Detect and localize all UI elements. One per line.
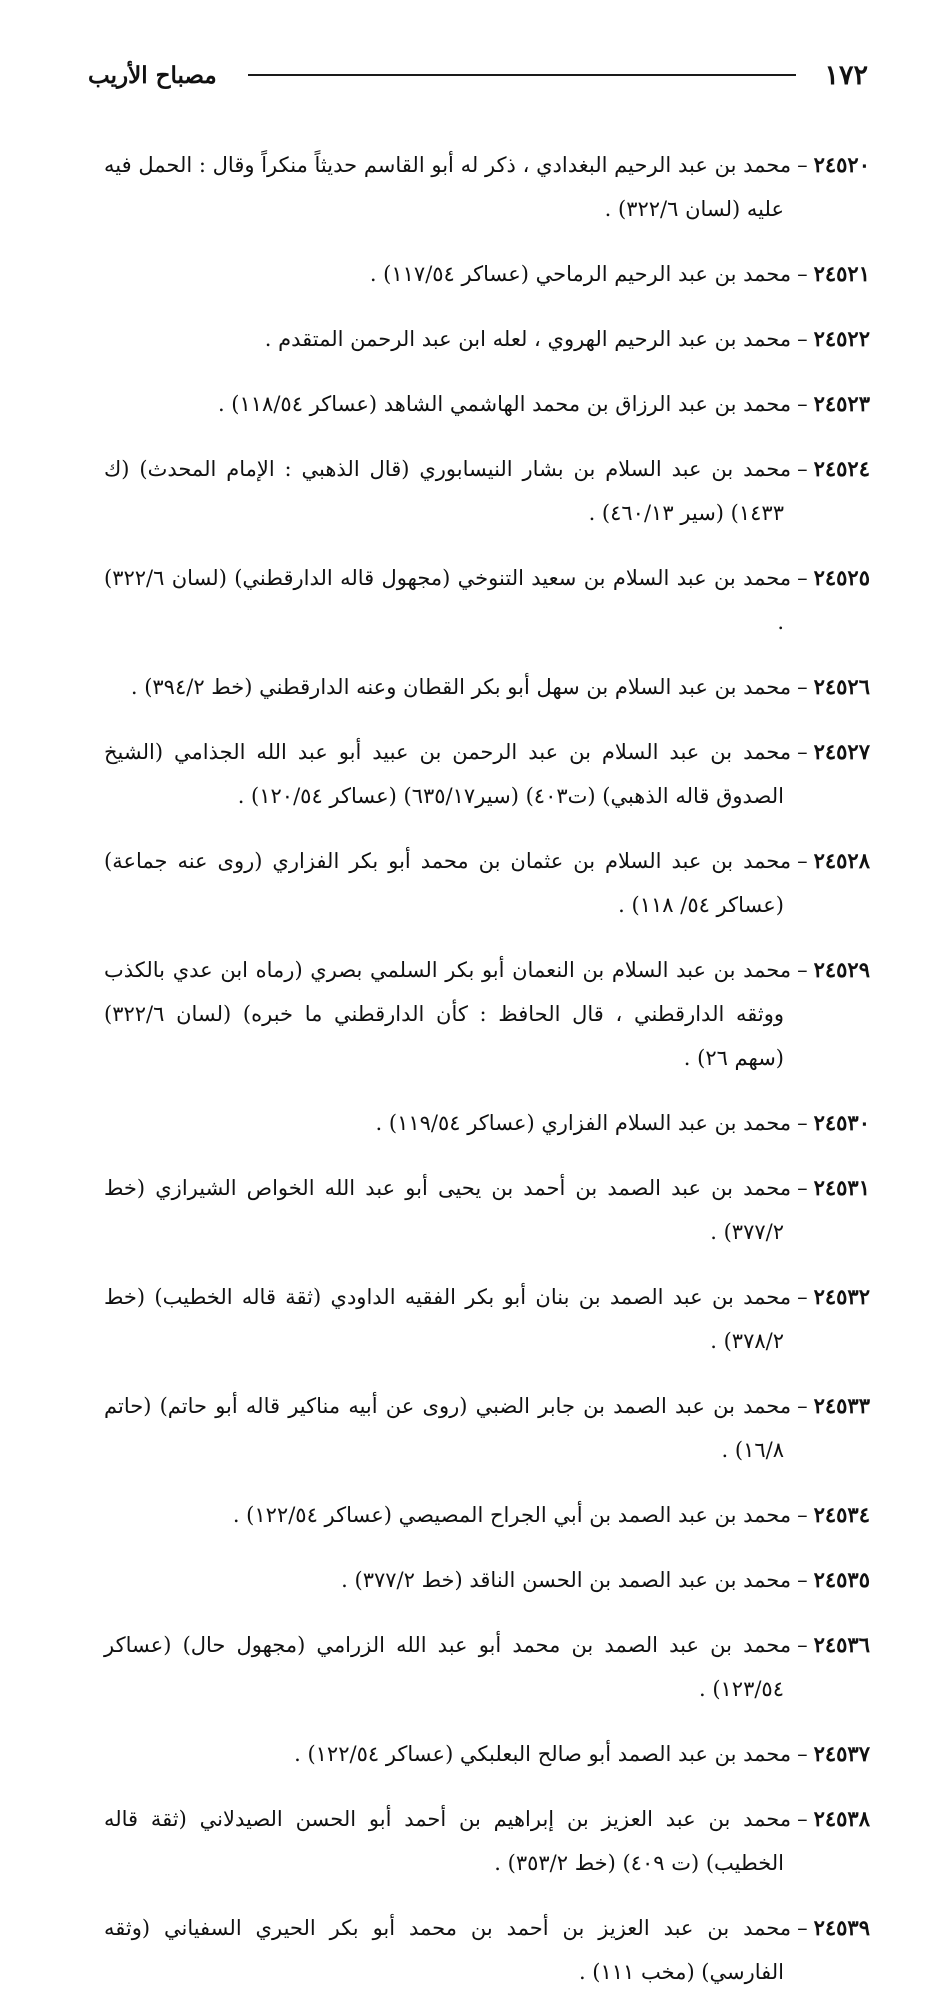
entry-text: محمد بن عبد السلام بن سعيد التنوخي (مجهول قاله الدارقطني) (لسان ٣٢٢/٦) . bbox=[104, 566, 792, 634]
page-number: ١٧٢ bbox=[824, 60, 868, 91]
entry-number: ٢٤٥٣٠ bbox=[813, 1110, 870, 1135]
entry-text: محمد بن عبد الرحيم الرماحي (عساكر ١١٧/٥٤) . bbox=[369, 262, 792, 286]
entry-text: محمد بن عبد العزيز بن أحمد بن محمد أبو بكر الحيري السفياني (وثقه الفارسي) (مخب ١١١) . bbox=[104, 1916, 792, 1984]
entry-number: ٢٤٥٢٩ bbox=[813, 957, 870, 982]
entry: ٢٤٥٢٨–محمد بن عبد السلام بن عثمان بن محمد أبو بكر الفزاري (روى عنه جماعة) (عساكر ٥٤/ ١١٨) . bbox=[104, 848, 870, 917]
entry: ٢٤٥٣٤–محمد بن عبد الصمد بن أبي الجراح المصيصي (عساكر ١٢٢/٥٤) . bbox=[232, 1502, 870, 1527]
entry-text: محمد بن عبد الصمد أبو صالح البعلبكي (عساكر ١٢٢/٥٤) . bbox=[294, 1742, 792, 1766]
entry-number: ٢٤٥٢٢ bbox=[813, 326, 870, 351]
entry: ٢٤٥٣١–محمد بن عبد الصمد بن أحمد بن يحيى أبو عبد الله الخواص الشيرازي (خط ٣٧٧/٢) . bbox=[104, 1175, 870, 1244]
entry-text: محمد بن عبد الصمد بن أبي الجراح المصيصي (عساكر ١٢٢/٥٤) . bbox=[232, 1503, 792, 1527]
entry-text: محمد بن عبد السلام الفزاري (عساكر ١١٩/٥٤) . bbox=[375, 1111, 792, 1135]
entry-number: ٢٤٥٢١ bbox=[813, 261, 870, 286]
entry: ٢٤٥٣٣–محمد بن عبد الصمد بن جابر الضبي (روى عن أبيه مناكير قاله أبو حاتم) (حاتم ١٦/٨) . bbox=[104, 1393, 870, 1462]
entry-text: محمد بن عبد الصمد بن محمد أبو عبد الله الزرامي (مجهول حال) (عساكر ١٢٣/٥٤) . bbox=[104, 1633, 792, 1701]
entry: ٢٤٥٣٨–محمد بن عبد العزيز بن إبراهيم بن أحمد أبو الحسن الصيدلاني (ثقة قاله الخطيب) (ت ٤٠٩) (خط ٣٥٣/٢) . bbox=[104, 1806, 870, 1875]
entry: ٢٤٥٢٢–محمد بن عبد الرحيم الهروي ، لعله ابن عبد الرحمن المتقدم . bbox=[264, 326, 870, 351]
entry-number: ٢٤٥٢٣ bbox=[813, 391, 870, 416]
entry-number: ٢٤٥٢٦ bbox=[813, 674, 870, 699]
entry-number: ٢٤٥٣٣ bbox=[813, 1393, 870, 1418]
entry: ٢٤٥٢٩–محمد بن عبد السلام بن النعمان أبو بكر السلمي بصري (رماه ابن عدي بالكذب ووثقه الدارقطني ، قال الحافظ : كأن الدارقطني ما خبره) (لسان ٣٢٢/٦) (سهم ٢٦) . bbox=[104, 957, 870, 1070]
entry: ٢٤٥٢٥–محمد بن عبد السلام بن سعيد التنوخي (مجهول قاله الدارقطني) (لسان ٣٢٢/٦) . bbox=[104, 565, 870, 634]
entry: ٢٤٥٢٦–محمد بن عبد السلام بن سهل أبو بكر القطان وعنه الدارقطني (خط ٣٩٤/٢) . bbox=[130, 674, 870, 699]
entry: ٢٤٥٣٠–محمد بن عبد السلام الفزاري (عساكر ١١٩/٥٤) . bbox=[375, 1110, 870, 1135]
entry-text: محمد بن عبد العزيز بن إبراهيم بن أحمد أبو الحسن الصيدلاني (ثقة قاله الخطيب) (ت ٤٠٩) (خط ٣٥٣/٢) . bbox=[104, 1807, 792, 1875]
entry-text: محمد بن عبد السلام بن بشار النيسابوري (قال الذهبي : الإمام المحدث) (ك ١٤٣٣) (سير ٤٦٠/١٣) . bbox=[104, 457, 792, 525]
entry: ٢٤٥٣٩–محمد بن عبد العزيز بن أحمد بن محمد أبو بكر الحيري السفياني (وثقه الفارسي) (مخب ١١١) . bbox=[104, 1915, 870, 1984]
entry: ٢٤٥٣٦–محمد بن عبد الصمد بن محمد أبو عبد الله الزرامي (مجهول حال) (عساكر ١٢٣/٥٤) . bbox=[104, 1632, 870, 1701]
entry: ٢٤٥٣٥–محمد بن عبد الصمد بن الحسن الناقد (خط ٣٧٧/٢) . bbox=[341, 1567, 870, 1592]
entry-text: محمد بن عبد الرحيم الهروي ، لعله ابن عبد الرحمن المتقدم . bbox=[264, 327, 792, 351]
book-title: مصباح الأريب bbox=[88, 62, 217, 89]
entry-text: محمد بن عبد الصمد بن الحسن الناقد (خط ٣٧٧/٢) . bbox=[341, 1568, 792, 1592]
entry-number: ٢٤٥٣٤ bbox=[813, 1502, 870, 1527]
entry-text: محمد بن عبد السلام بن عثمان بن محمد أبو بكر الفزاري (روى عنه جماعة) (عساكر ٥٤/ ١١٨) . bbox=[104, 849, 792, 917]
entry-number: ٢٤٥٢٥ bbox=[813, 565, 870, 590]
entry: ٢٤٥٢٠–محمد بن عبد الرحيم البغدادي ، ذكر له أبو القاسم حديثاً منكراً وقال : الحمل فيه عليه (لسان ٣٢٢/٦) . bbox=[104, 152, 870, 221]
entry-text: محمد بن عبد السلام بن عبد الرحمن بن عبيد أبو عبد الله الجذامي (الشيخ الصدوق قاله الذهبي) (ت٤٠٣) (سير٦٣٥/١٧) (عساكر ١٢٠/٥٤) . bbox=[104, 740, 792, 808]
entry: ٢٤٥٢٤–محمد بن عبد السلام بن بشار النيسابوري (قال الذهبي : الإمام المحدث) (ك ١٤٣٣) (سير ٤٦٠/١٣) . bbox=[104, 456, 870, 525]
entry-number: ٢٤٥٣٦ bbox=[813, 1632, 870, 1657]
entries-list bbox=[104, 122, 870, 1994]
page-header bbox=[88, 52, 868, 100]
entry-text: محمد بن عبد السلام بن النعمان أبو بكر السلمي بصري (رماه ابن عدي بالكذب ووثقه الدارقطني ، قال الحافظ : كأن الدارقطني ما خبره) (لسان ٣٢٢/٦) (سهم ٢٦) . bbox=[104, 958, 792, 1070]
entry-text: محمد بن عبد الصمد بن بنان أبو بكر الفقيه الداودي (ثقة قاله الخطيب) (خط ٣٧٨/٢) . bbox=[104, 1285, 792, 1353]
entry-text: محمد بن عبد الرزاق بن محمد الهاشمي الشاهد (عساكر ١١٨/٥٤) . bbox=[217, 392, 792, 416]
entry: ٢٤٥٣٢–محمد بن عبد الصمد بن بنان أبو بكر الفقيه الداودي (ثقة قاله الخطيب) (خط ٣٧٨/٢) . bbox=[104, 1284, 870, 1353]
entry-number: ٢٤٥٣٩ bbox=[813, 1915, 870, 1940]
entry: ٢٤٥٣٧–محمد بن عبد الصمد أبو صالح البعلبكي (عساكر ١٢٢/٥٤) . bbox=[294, 1741, 870, 1766]
entry: ٢٤٥٢٧–محمد بن عبد السلام بن عبد الرحمن بن عبيد أبو عبد الله الجذامي (الشيخ الصدوق قاله الذهبي) (ت٤٠٣) (سير٦٣٥/١٧) (عساكر ١٢٠/٥٤) . bbox=[104, 739, 870, 808]
entry-number: ٢٤٥٣١ bbox=[813, 1175, 870, 1200]
entry-number: ٢٤٥٢٠ bbox=[813, 152, 870, 177]
entry-text: محمد بن عبد الصمد بن جابر الضبي (روى عن أبيه مناكير قاله أبو حاتم) (حاتم ١٦/٨) . bbox=[104, 1394, 792, 1462]
header-rule bbox=[248, 74, 796, 76]
entry: ٢٤٥٢٣–محمد بن عبد الرزاق بن محمد الهاشمي الشاهد (عساكر ١١٨/٥٤) . bbox=[217, 391, 870, 416]
entry-text: محمد بن عبد الصمد بن أحمد بن يحيى أبو عبد الله الخواص الشيرازي (خط ٣٧٧/٢) . bbox=[104, 1176, 792, 1244]
entry-number: ٢٤٥٣٢ bbox=[813, 1284, 870, 1309]
entry-text: محمد بن عبد الرحيم البغدادي ، ذكر له أبو القاسم حديثاً منكراً وقال : الحمل فيه عليه (لسان ٣٢٢/٦) . bbox=[104, 153, 792, 221]
entry-number: ٢٤٥٣٧ bbox=[813, 1741, 870, 1766]
entry-number: ٢٤٥٢٨ bbox=[813, 848, 870, 873]
entry-text: محمد بن عبد السلام بن سهل أبو بكر القطان وعنه الدارقطني (خط ٣٩٤/٢) . bbox=[130, 675, 792, 699]
entry-number: ٢٤٥٣٨ bbox=[813, 1806, 870, 1831]
entry-number: ٢٤٥٢٤ bbox=[813, 456, 870, 481]
entry-number: ٢٤٥٣٥ bbox=[813, 1567, 870, 1592]
entry-number: ٢٤٥٢٧ bbox=[813, 739, 870, 764]
entry: ٢٤٥٢١–محمد بن عبد الرحيم الرماحي (عساكر ١١٧/٥٤) . bbox=[369, 261, 870, 286]
